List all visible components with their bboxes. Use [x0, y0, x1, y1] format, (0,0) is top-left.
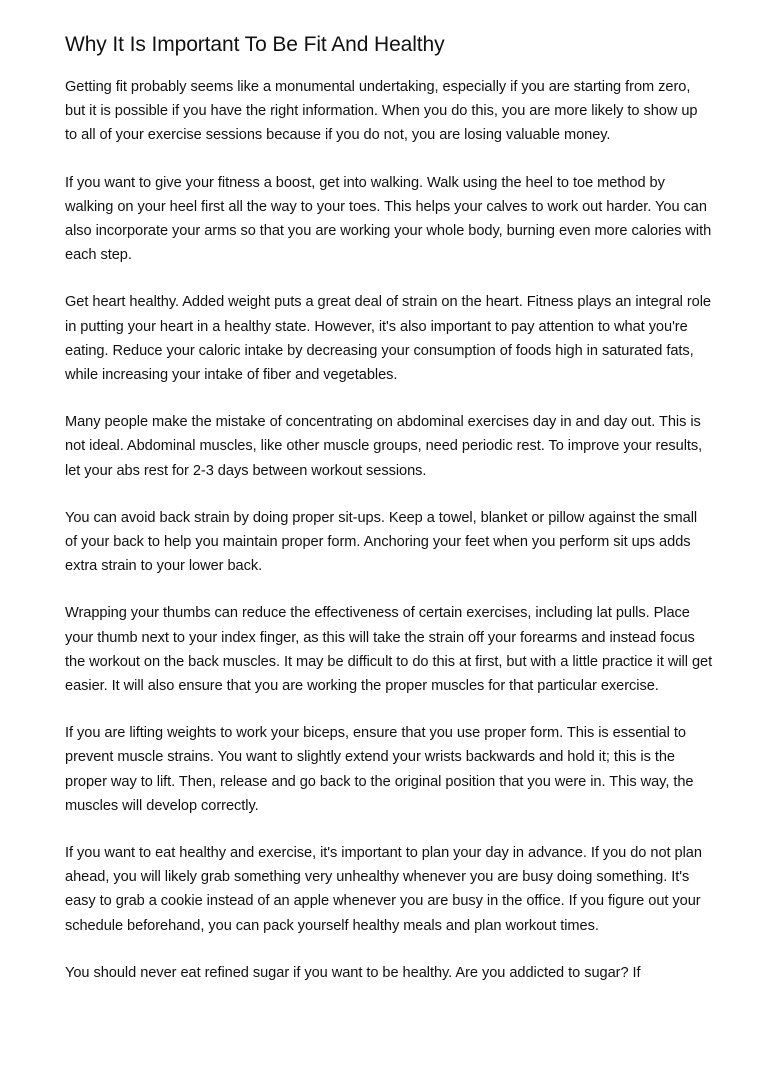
- paragraph-6: Wrapping your thumbs can reduce the effectiveness of certain exercises, including lat pulls. Place your thumb next to your index finger, as this will take the strain off your forearms and instead focus the workout on the back muscles. It may be difficult to do this at first, but with a little practice it will get easier. It will also ensure that you are working the proper muscles for that particular exercise.: [65, 605, 713, 695]
- paragraph-2: If you want to give your fitness a boost, get into walking. Walk using the heel to toe method by walking on your heel first all the way to your toes. This helps your calves to work out harder. You can also incorporate your arms so that you are working your whole body, burning even more calories with each step.: [65, 174, 712, 264]
- paragraph-4: Many people make the mistake of concentrating on abdominal exercises day in and day out. This is not ideal. Abdominal muscles, like other muscle groups, need periodic rest. To improve your results, let your abs rest for 2-3 days between workout sessions.: [65, 414, 703, 479]
- paragraph-8: If you want to eat healthy and exercise, it's important to plan your day in advance. If you do not plan ahead, you will likely grab something very unhealthy whenever you are busy doing something. It's easy to grab a cookie instead of an apple whenever you are busy in the office. If you figure out your schedule beforehand, you can pack yourself healthy meals and plan workout times.: [65, 845, 702, 934]
- paragraph-5: You can avoid back strain by doing proper sit-ups. Keep a towel, blanket or pillow against the small of your back to help you maintain proper form. Anchoring your feet when you perform sit ups adds extra strain to your lower back.: [65, 509, 698, 575]
- paragraph-9: You should never eat refined sugar if you want to be healthy. Are you addicted to sugar? If: [65, 964, 641, 981]
- document-page: [65, 30, 713, 1008]
- paragraph-1: Getting fit probably seems like a monumental undertaking, especially if you are starting from zero, but it is possible if you have the right information. When you do this, you are more likely to show up to all of your exercise sessions because if you do not, you are losing valuable money.: [65, 79, 698, 144]
- paragraph-3: Get heart healthy. Added weight puts a great deal of strain on the heart. Fitness plays an integral role in putting your heart in a healthy state. However, it's also important to pay attention to what you're eating. Reduce your caloric intake by decreasing your consumption of foods high in saturated fats, while increasing your intake of fiber and vegetables.: [65, 294, 711, 384]
- paragraph-7: If you are lifting weights to work your biceps, ensure that you use proper form. This is essential to prevent muscle strains. You want to slightly extend your wrists backwards and hold it; this is the proper way to lift. Then, release and go back to the original position that you were in. This way, the muscles will develop correctly.: [65, 725, 694, 814]
- document-title: Why It Is Important To Be Fit And Healthy: [65, 33, 445, 56]
